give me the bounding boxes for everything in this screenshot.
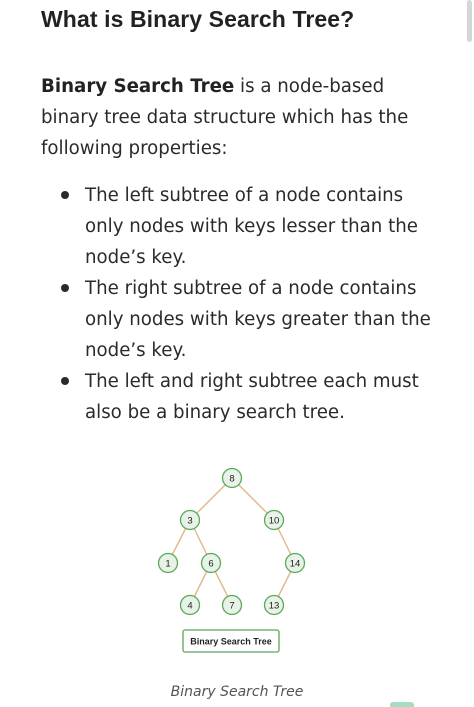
tree-node-key: 8 [229, 473, 235, 485]
intro-text: is a node-based binary tree data structure which has the following properties: [41, 76, 409, 159]
diagram-label: Binary Search Tree [190, 636, 272, 647]
property-text: The left subtree of a node contains only nodes with keys lesser than the node’s key. [85, 185, 418, 268]
bullet-icon [61, 191, 69, 199]
tree-node-key: 10 [268, 515, 280, 527]
property-text: The right subtree of a node contains only nodes with keys greater than the node’s key. [85, 278, 431, 361]
properties-list [41, 180, 441, 428]
bst-diagram [150, 462, 320, 660]
tree-node-key: 13 [268, 600, 280, 612]
bullet-icon [61, 284, 69, 292]
intro-term: Binary Search Tree [41, 76, 235, 97]
list-item [41, 180, 441, 273]
bullet-icon [61, 377, 69, 385]
tree-node-key: 4 [187, 600, 193, 612]
tree-node-key: 7 [229, 600, 235, 612]
tree-node-key: 1 [165, 558, 171, 570]
floating-button[interactable] [390, 702, 414, 707]
page-title: What is Binary Search Tree? [41, 6, 355, 32]
list-item [41, 273, 441, 366]
tree-node-key: 3 [187, 515, 193, 527]
tree-node-7 [223, 596, 242, 615]
tree-node-4 [181, 596, 200, 615]
tree-node-8 [223, 469, 242, 488]
list-item [41, 366, 441, 428]
tree-node-3 [181, 511, 200, 530]
scrollbar[interactable] [467, 0, 472, 42]
figure-caption: Binary Search Tree [170, 684, 304, 700]
diagram-label-box [183, 630, 279, 652]
tree-node-13 [265, 596, 284, 615]
tree-node-key: 6 [208, 558, 214, 570]
tree-node-key: 14 [289, 558, 301, 570]
tree-node-6 [202, 554, 221, 573]
tree-node-14 [286, 554, 305, 573]
property-text: The left and right subtree each must also be a binary search tree. [85, 371, 419, 423]
tree-node-10 [265, 511, 284, 530]
tree-node-1 [159, 554, 178, 573]
intro-paragraph [41, 71, 441, 164]
